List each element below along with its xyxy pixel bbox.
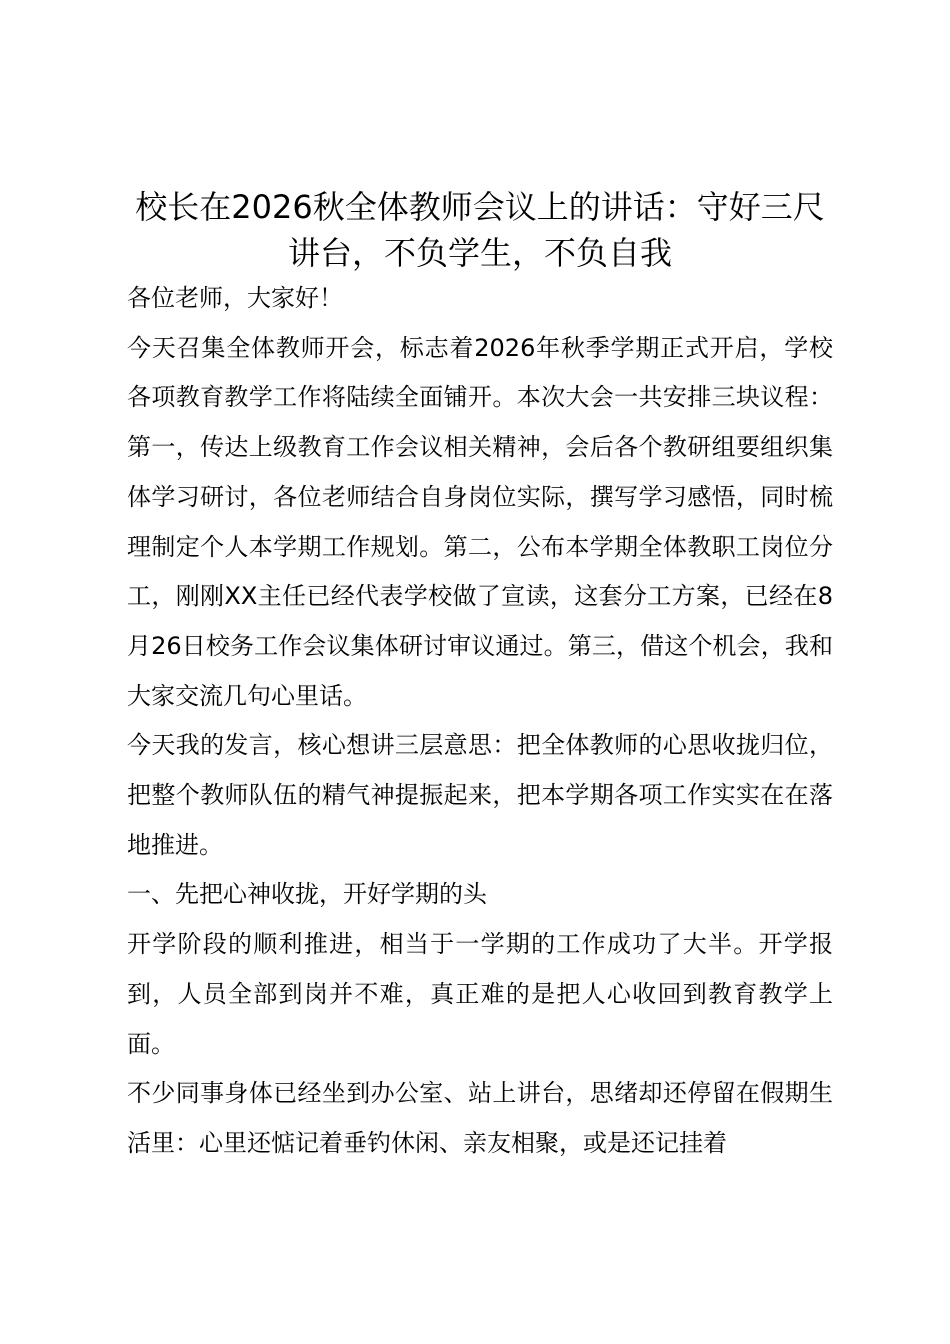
greeting: 各位老师，大家好！ (127, 284, 343, 312)
section-heading: 一、先把心神收拢，开好学期的头 (127, 880, 487, 909)
document-title: 校长在2026秋全体教师会议上的讲话：守好三尺讲台，不负学生，不负自我 (135, 188, 825, 272)
paragraph: 不少同事身体已经坐到办公室、站上讲台，思绪却还停留在假期生活里：心里还惦记着垂钓休闲、亲友相聚，或是还记挂着 (127, 1079, 833, 1157)
paragraph: 今天召集全体教师开会，标志着2026年秋季学期正式开启，学校各项教育教学工作将陆续全面铺开。本次大会一共安排三块议程：第一，传达上级教育工作会议相关精神，会后各个教研组要组织集体学习研讨，各位老师结合自身岗位实际，撰写学习感悟，同时梳理制定个人本学期工作规划。第二，公布本学期全体教职工岗位分工，刚刚XX主任已经代表学校做了宣读，这套分工方案，已经在8月26日校务工作会议集体研讨审议通过。第三，借这个机会，我和大家交流几句心里话。 (127, 333, 833, 710)
paragraph: 开学阶段的顺利推进，相当于一学期的工作成功了大半。开学报到，人员全部到岗并不难，真正难的是把人心收回到教育教学上面。 (127, 930, 833, 1058)
document-body (127, 184, 833, 1169)
paragraph: 今天我的发言，核心想讲三层意思：把全体教师的心思收拢归位，把整个教师队伍的精气神提振起来，把本学期各项工作实实在在落地推进。 (127, 731, 833, 859)
